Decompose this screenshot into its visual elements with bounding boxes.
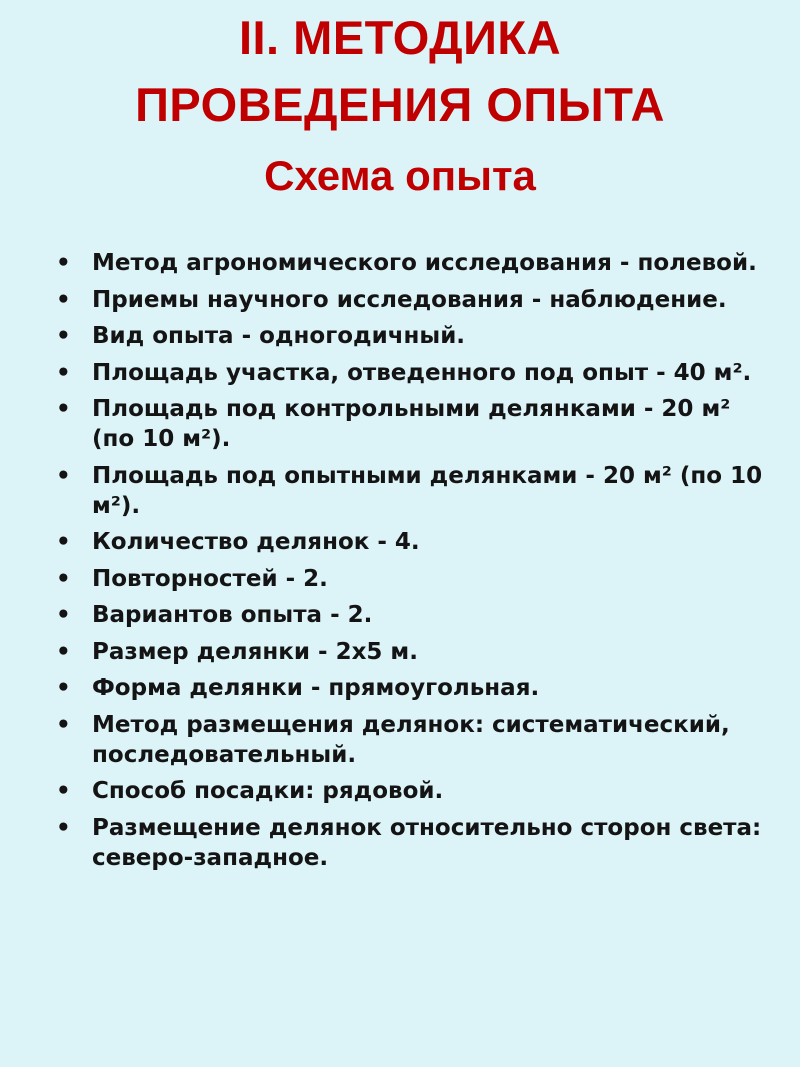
list-item bbox=[56, 461, 766, 521]
list-item bbox=[56, 321, 766, 351]
bullet-icon: • bbox=[56, 250, 71, 276]
list-item bbox=[56, 710, 766, 770]
list-item-text: Вариантов опыта - 2. bbox=[92, 602, 373, 628]
bullet-icon: • bbox=[56, 396, 71, 422]
bullet-icon: • bbox=[56, 814, 71, 841]
list-item-text: Повторностей - 2. bbox=[92, 565, 328, 592]
list-item-text: Площадь под контрольными делянками - 20 м² (по 10 м²). bbox=[92, 396, 731, 452]
list-item bbox=[56, 673, 766, 703]
list-item-text: Площадь участка, отведенного под опыт - 40 м². bbox=[92, 359, 752, 386]
list-item bbox=[56, 527, 766, 557]
list-item bbox=[56, 248, 766, 278]
list-item bbox=[56, 564, 766, 594]
slide-subtitle: Схема опыта bbox=[264, 152, 536, 199]
bullet-icon: • bbox=[56, 638, 71, 665]
list-item-text: Способ посадки: рядовой. bbox=[92, 778, 444, 804]
slide-title bbox=[0, 4, 800, 206]
list-item-text: Количество делянок - 4. bbox=[92, 529, 420, 555]
list-item bbox=[56, 637, 766, 667]
bullet-icon: • bbox=[56, 529, 71, 555]
bullet-icon: • bbox=[56, 323, 71, 349]
list-item-text: Приемы научного исследования - наблюдение. bbox=[92, 286, 727, 313]
list-item bbox=[56, 776, 766, 806]
bullet-icon: • bbox=[56, 286, 71, 313]
title-line-1: II. МЕТОДИКА bbox=[238, 11, 562, 64]
bullet-list bbox=[56, 248, 766, 879]
list-item-text: Метод агрономического исследования - полевой. bbox=[92, 250, 757, 276]
list-item-text: Вид опыта - одногодичный. bbox=[92, 323, 466, 349]
bullet-icon: • bbox=[56, 359, 71, 386]
bullet-icon: • bbox=[56, 711, 71, 738]
list-item bbox=[56, 394, 766, 454]
title-line-2: ПРОВЕДЕНИЯ ОПЫТА bbox=[135, 78, 665, 131]
list-item bbox=[56, 600, 766, 630]
list-item bbox=[56, 285, 766, 315]
list-item-text: Площадь под опытными делянками - 20 м² (по 10 м²). bbox=[92, 462, 763, 519]
list-item-text: Размер делянки - 2х5 м. bbox=[92, 638, 418, 665]
bullet-icon: • bbox=[56, 778, 71, 804]
list-item-text: Метод размещения делянок: систематический, последовательный. bbox=[92, 711, 730, 768]
list-item-text: Размещение делянок относительно сторон света: северо-западное. bbox=[92, 814, 762, 871]
bullet-icon: • bbox=[56, 602, 71, 628]
list-item-text: Форма делянки - прямоугольная. bbox=[92, 675, 540, 701]
bullet-icon: • bbox=[56, 565, 71, 592]
bullet-icon: • bbox=[56, 462, 71, 489]
list-item bbox=[56, 358, 766, 388]
list-item bbox=[56, 813, 766, 873]
bullet-icon: • bbox=[56, 675, 71, 701]
